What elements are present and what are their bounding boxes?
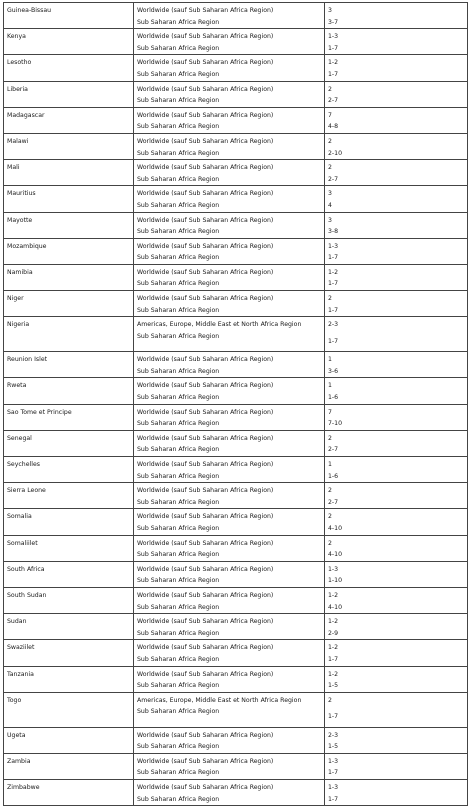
region-primary: Worldwide (sauf Sub Saharan Africa Region): [137, 33, 274, 41]
region-secondary: Sub Saharan Africa Region: [137, 629, 220, 637]
region-primary: Worldwide (sauf Sub Saharan Africa Region): [137, 268, 274, 276]
region-primary: Americas, Europe, Middle East et North Africa Region: [137, 696, 302, 704]
table-row: [4, 587, 468, 613]
region-primary: Worldwide (sauf Sub Saharan Africa Region): [137, 137, 274, 145]
country-cell: Somalia: [4, 509, 134, 535]
region-cell: [134, 692, 325, 727]
days-primary: 1-3: [328, 33, 339, 41]
days-cell: [325, 291, 468, 317]
region-secondary: Sub Saharan Africa Region: [137, 44, 220, 52]
days-primary: 2: [328, 434, 332, 442]
region-secondary: Sub Saharan Africa Region: [137, 70, 220, 78]
days-primary: 3: [328, 216, 332, 224]
country-cell: Guinea-Bissau: [4, 3, 134, 29]
days-primary: 3: [328, 7, 332, 14]
days-cell: [325, 186, 468, 212]
days-secondary: 2-7: [328, 498, 339, 506]
days-secondary: 1-7: [328, 769, 339, 777]
region-secondary: Sub Saharan Africa Region: [137, 175, 220, 183]
region-secondary: Sub Saharan Africa Region: [137, 306, 220, 314]
table-row: [4, 212, 468, 238]
region-secondary: Sub Saharan Africa Region: [137, 394, 220, 402]
days-cell: [325, 317, 468, 352]
country-cell: Ugeta: [4, 727, 134, 753]
days-cell: [325, 509, 468, 535]
days-primary: 1: [328, 356, 332, 364]
region-primary: Worldwide (sauf Sub Saharan Africa Region): [137, 382, 274, 390]
country-cell: Mayotte: [4, 212, 134, 238]
region-cell: [134, 264, 325, 290]
region-primary: Worldwide (sauf Sub Saharan Africa Region): [137, 164, 274, 172]
days-primary: 1-2: [328, 644, 339, 652]
region-cell: [134, 535, 325, 561]
days-primary: 1: [328, 382, 332, 390]
days-secondary: 2-9: [328, 629, 339, 637]
days-cell: [325, 404, 468, 430]
days-primary: 3: [328, 190, 332, 198]
days-secondary: 1-7: [328, 655, 339, 663]
region-cell: [134, 457, 325, 483]
days-cell: [325, 561, 468, 587]
region-primary: Worldwide (sauf Sub Saharan Africa Region): [137, 618, 274, 626]
days-cell: [325, 29, 468, 55]
region-cell: [134, 238, 325, 264]
country-cell: Mali: [4, 160, 134, 186]
region-primary: Worldwide (sauf Sub Saharan Africa Region): [137, 59, 274, 67]
days-secondary: 3-7: [328, 18, 339, 26]
days-secondary: 1-5: [328, 743, 339, 751]
country-cell: Madagascar: [4, 107, 134, 133]
table-row: [4, 317, 468, 352]
region-cell: [134, 727, 325, 753]
days-secondary: 1-7: [328, 70, 339, 78]
days-cell: [325, 238, 468, 264]
days-primary: 1-3: [328, 242, 339, 250]
table-row: [4, 81, 468, 107]
region-secondary: Sub Saharan Africa Region: [137, 332, 220, 340]
region-cell: [134, 640, 325, 666]
table-row: [4, 727, 468, 753]
days-cell: [325, 352, 468, 378]
days-cell: [325, 727, 468, 753]
region-primary: Worldwide (sauf Sub Saharan Africa Region): [137, 242, 274, 250]
country-cell: Sudan: [4, 614, 134, 640]
region-secondary: Sub Saharan Africa Region: [137, 228, 220, 236]
table-row: [4, 352, 468, 378]
region-cell: [134, 160, 325, 186]
region-primary: Worldwide (sauf Sub Saharan Africa Region): [137, 461, 274, 468]
days-primary: 1-2: [328, 59, 339, 67]
days-primary: 2: [328, 295, 332, 303]
table-row: [4, 133, 468, 159]
country-cell: Malawi: [4, 133, 134, 159]
country-cell: Mozambique: [4, 238, 134, 264]
table-body: [4, 3, 468, 806]
days-secondary: 4: [328, 201, 332, 209]
days-secondary: 1-7: [328, 254, 339, 262]
country-cell: Nigeria: [4, 317, 134, 352]
days-primary: 2: [328, 164, 332, 172]
country-cell: Niger: [4, 291, 134, 317]
region-cell: [134, 483, 325, 509]
days-cell: [325, 264, 468, 290]
days-cell: [325, 430, 468, 456]
days-secondary: 1-6: [328, 394, 339, 402]
days-secondary: 1-7: [328, 44, 339, 52]
region-primary: Worldwide (sauf Sub Saharan Africa Region): [137, 591, 274, 599]
country-cell: Swaziilet: [4, 640, 134, 666]
region-cell: [134, 212, 325, 238]
country-cell: Seychelles: [4, 457, 134, 483]
days-primary: 1-2: [328, 670, 339, 678]
country-cell: Lesotho: [4, 55, 134, 81]
days-cell: [325, 55, 468, 81]
region-primary: Worldwide (sauf Sub Saharan Africa Region): [137, 644, 274, 652]
shipping-times-table: [3, 2, 468, 806]
region-secondary: Sub Saharan Africa Region: [137, 367, 220, 375]
country-cell: Reunion Islet: [4, 352, 134, 378]
country-cell: Senegal: [4, 430, 134, 456]
days-cell: [325, 666, 468, 692]
days-cell: [325, 780, 468, 806]
region-secondary: Sub Saharan Africa Region: [137, 97, 220, 105]
days-primary: 2-3: [328, 321, 339, 329]
region-primary: Worldwide (sauf Sub Saharan Africa Region): [137, 784, 274, 792]
region-secondary: Sub Saharan Africa Region: [137, 18, 220, 26]
days-secondary: 3-8: [328, 228, 339, 236]
country-cell: Liberia: [4, 81, 134, 107]
table-row: [4, 404, 468, 430]
days-cell: [325, 133, 468, 159]
days-primary: 2: [328, 85, 332, 93]
table-row: [4, 640, 468, 666]
region-primary: Worldwide (sauf Sub Saharan Africa Region): [137, 757, 274, 765]
region-cell: [134, 430, 325, 456]
region-primary: Worldwide (sauf Sub Saharan Africa Region): [137, 408, 274, 416]
days-primary: 1: [328, 461, 332, 468]
region-secondary: Sub Saharan Africa Region: [137, 280, 220, 288]
table-row: [4, 378, 468, 404]
table-row: [4, 561, 468, 587]
table-row: [4, 666, 468, 692]
days-cell: [325, 3, 468, 29]
days-primary: 2-3: [328, 731, 339, 739]
table-row: [4, 509, 468, 535]
days-cell: [325, 753, 468, 779]
days-secondary: 2-10: [328, 149, 343, 157]
region-secondary: Sub Saharan Africa Region: [137, 708, 220, 716]
days-cell: [325, 692, 468, 727]
days-secondary: 4-10: [328, 524, 343, 532]
table-row: [4, 780, 468, 806]
days-secondary: 1-10: [328, 577, 343, 585]
region-primary: Worldwide (sauf Sub Saharan Africa Region): [137, 434, 274, 442]
days-secondary: 1-7: [328, 795, 339, 803]
region-cell: [134, 666, 325, 692]
days-cell: [325, 81, 468, 107]
region-cell: [134, 81, 325, 107]
region-cell: [134, 753, 325, 779]
days-primary: 2: [328, 487, 332, 495]
region-secondary: Sub Saharan Africa Region: [137, 769, 220, 777]
region-primary: Worldwide (sauf Sub Saharan Africa Region): [137, 487, 274, 495]
region-cell: [134, 291, 325, 317]
region-cell: [134, 107, 325, 133]
days-primary: 2: [328, 137, 332, 145]
table-row: [4, 29, 468, 55]
region-cell: [134, 317, 325, 352]
country-cell: Rweta: [4, 378, 134, 404]
days-primary: 1-2: [328, 618, 339, 626]
table-row: [4, 3, 468, 29]
region-secondary: Sub Saharan Africa Region: [137, 123, 220, 131]
days-cell: [325, 378, 468, 404]
days-secondary: 1-7: [328, 280, 339, 288]
days-secondary: 2-7: [328, 446, 339, 454]
days-secondary: 7-10: [328, 420, 343, 428]
region-secondary: Sub Saharan Africa Region: [137, 201, 220, 209]
days-secondary: 1-7: [328, 337, 339, 345]
table-row: [4, 55, 468, 81]
days-primary: 1-3: [328, 757, 339, 765]
country-cell: Togo: [4, 692, 134, 727]
country-cell: Somaliilet: [4, 535, 134, 561]
table-row: [4, 107, 468, 133]
days-primary: 7: [328, 408, 332, 416]
country-cell: Mauritius: [4, 186, 134, 212]
region-primary: Worldwide (sauf Sub Saharan Africa Region): [137, 85, 274, 93]
country-cell: South Sudan: [4, 587, 134, 613]
region-primary: Worldwide (sauf Sub Saharan Africa Region): [137, 7, 274, 14]
table-row: [4, 692, 468, 727]
country-cell: Tanzania: [4, 666, 134, 692]
region-cell: [134, 404, 325, 430]
table-row: [4, 753, 468, 779]
region-cell: [134, 29, 325, 55]
table-row: [4, 430, 468, 456]
days-secondary: 2-7: [328, 97, 339, 105]
days-primary: 2: [328, 696, 332, 704]
table-row: [4, 160, 468, 186]
region-secondary: Sub Saharan Africa Region: [137, 795, 220, 803]
region-secondary: Sub Saharan Africa Region: [137, 420, 220, 428]
region-primary: Worldwide (sauf Sub Saharan Africa Region): [137, 216, 274, 224]
table-row: [4, 483, 468, 509]
region-primary: Worldwide (sauf Sub Saharan Africa Region): [137, 513, 274, 521]
region-primary: Worldwide (sauf Sub Saharan Africa Region): [137, 295, 274, 303]
days-primary: 1-2: [328, 268, 339, 276]
table-row: [4, 614, 468, 640]
region-primary: Americas, Europe, Middle East et North Africa Region: [137, 321, 302, 329]
region-cell: [134, 186, 325, 212]
region-secondary: Sub Saharan Africa Region: [137, 682, 220, 690]
region-cell: [134, 561, 325, 587]
region-cell: [134, 133, 325, 159]
region-cell: [134, 587, 325, 613]
days-secondary: 1-7: [328, 306, 339, 314]
region-primary: Worldwide (sauf Sub Saharan Africa Region): [137, 111, 274, 119]
region-secondary: Sub Saharan Africa Region: [137, 655, 220, 663]
days-cell: [325, 640, 468, 666]
days-secondary: 4-10: [328, 551, 343, 559]
region-secondary: Sub Saharan Africa Region: [137, 149, 220, 157]
days-cell: [325, 535, 468, 561]
days-primary: 1-3: [328, 784, 339, 792]
region-secondary: Sub Saharan Africa Region: [137, 551, 220, 559]
region-primary: Worldwide (sauf Sub Saharan Africa Region): [137, 670, 274, 678]
region-secondary: Sub Saharan Africa Region: [137, 498, 220, 506]
region-cell: [134, 378, 325, 404]
region-cell: [134, 352, 325, 378]
country-cell: Sao Tome et Principe: [4, 404, 134, 430]
region-cell: [134, 509, 325, 535]
country-cell: Sierra Leone: [4, 483, 134, 509]
region-primary: Worldwide (sauf Sub Saharan Africa Region): [137, 539, 274, 547]
table-row: [4, 238, 468, 264]
region-secondary: Sub Saharan Africa Region: [137, 472, 220, 480]
table-row: [4, 457, 468, 483]
table-row: [4, 535, 468, 561]
days-secondary: 1-7: [328, 713, 339, 721]
table-row: [4, 264, 468, 290]
days-primary: 7: [328, 111, 332, 119]
table-row: [4, 186, 468, 212]
region-primary: Worldwide (sauf Sub Saharan Africa Region): [137, 565, 274, 573]
days-cell: [325, 614, 468, 640]
region-secondary: Sub Saharan Africa Region: [137, 603, 220, 611]
region-secondary: Sub Saharan Africa Region: [137, 577, 220, 585]
days-secondary: 1-5: [328, 682, 339, 690]
days-secondary: 2-7: [328, 175, 339, 183]
days-cell: [325, 160, 468, 186]
region-primary: Worldwide (sauf Sub Saharan Africa Region): [137, 190, 274, 198]
days-cell: [325, 107, 468, 133]
days-cell: [325, 212, 468, 238]
days-primary: 1-3: [328, 565, 339, 573]
country-cell: Zambia: [4, 753, 134, 779]
region-cell: [134, 55, 325, 81]
region-cell: [134, 780, 325, 806]
region-cell: [134, 614, 325, 640]
region-secondary: Sub Saharan Africa Region: [137, 446, 220, 454]
region-cell: [134, 3, 325, 29]
region-primary: Worldwide (sauf Sub Saharan Africa Region): [137, 356, 274, 364]
days-primary: 2: [328, 513, 332, 521]
country-cell: Kenya: [4, 29, 134, 55]
days-primary: 2: [328, 539, 332, 547]
days-secondary: 4-10: [328, 603, 343, 611]
region-secondary: Sub Saharan Africa Region: [137, 743, 220, 751]
country-cell: Namibia: [4, 264, 134, 290]
country-cell: Zimbabwe: [4, 780, 134, 806]
days-secondary: 4-8: [328, 123, 339, 131]
region-secondary: Sub Saharan Africa Region: [137, 254, 220, 262]
country-cell: South Africa: [4, 561, 134, 587]
days-cell: [325, 587, 468, 613]
days-secondary: 1-6: [328, 472, 339, 480]
region-primary: Worldwide (sauf Sub Saharan Africa Region): [137, 731, 274, 739]
region-secondary: Sub Saharan Africa Region: [137, 524, 220, 532]
days-cell: [325, 457, 468, 483]
days-secondary: 3-6: [328, 367, 339, 375]
days-cell: [325, 483, 468, 509]
table-row: [4, 291, 468, 317]
days-primary: 1-2: [328, 591, 339, 599]
